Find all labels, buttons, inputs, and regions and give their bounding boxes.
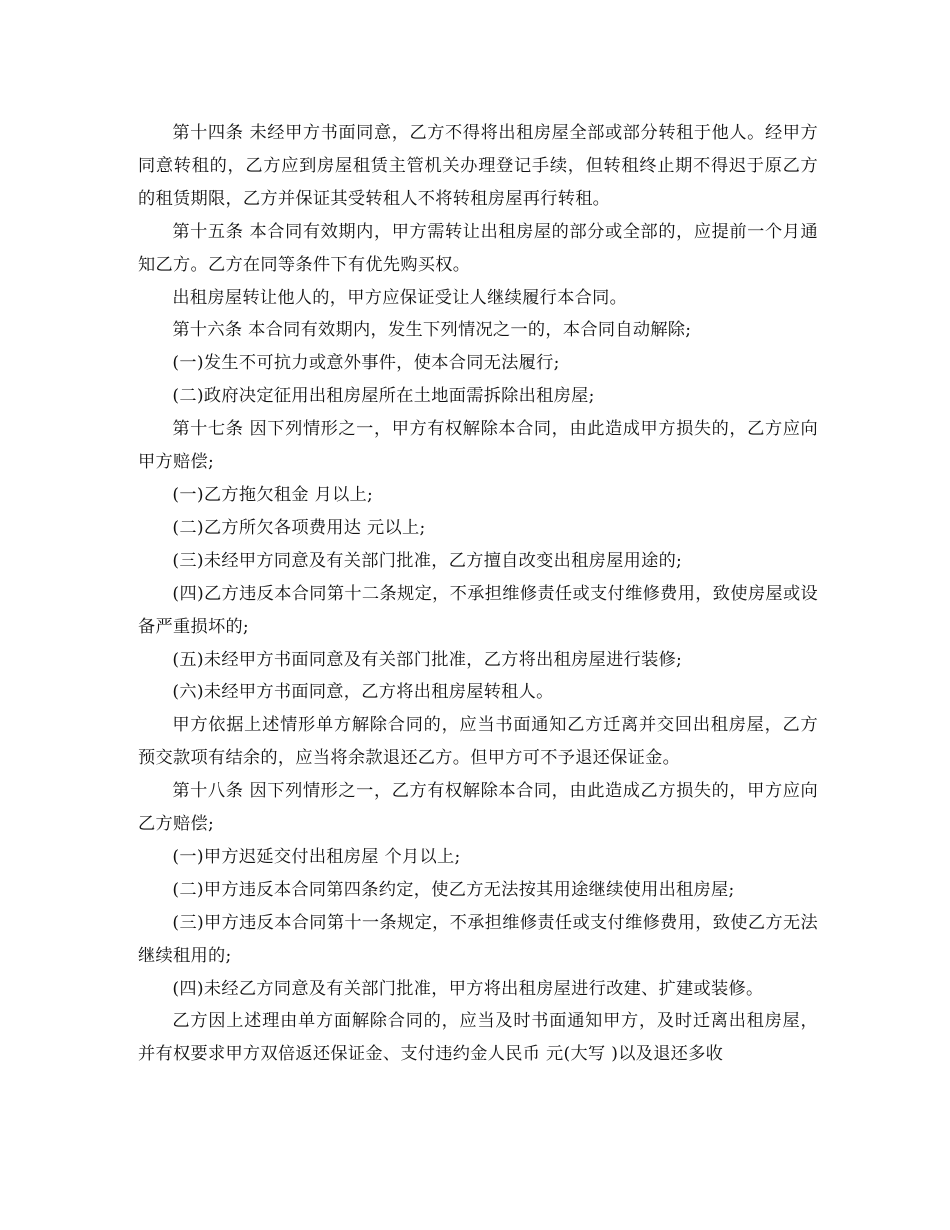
transfer-note-paragraph: 出租房屋转让他人的，甲方应保证受让人继续履行本合同。: [172, 287, 628, 308]
clause-16-item-1: (一)发生不可抗力或意外事件，使本合同无法履行;: [172, 353, 560, 374]
clause-18-termination-paragraph: 乙方因上述理由单方面解除合同的，应当及时书面通知甲方，及时迁离出租房屋，并有权要求甲方双倍返还保证金、支付违约金人民币 元(大写 )以及退还多收: [138, 1011, 818, 1065]
clause-17-termination-paragraph: 甲方依据上述情形单方解除合同的，应当书面通知乙方迁离并交回出租房屋，乙方预交款项有结余的，应当将余款退还乙方。但甲方可不予退还保证金。: [138, 715, 818, 769]
clause-18-item-2: (二)甲方违反本合同第四条约定，使乙方无法按其用途继续使用出租房屋;: [172, 879, 735, 900]
clause-17-item-2: (二)乙方所欠各项费用达 元以上;: [172, 517, 426, 538]
clause-18-item-1: (一)甲方迟延交付出租房屋 个月以上;: [172, 846, 461, 867]
clause-17-item-1: (一)乙方拖欠租金 月以上;: [172, 484, 374, 505]
clause-16-paragraph: 第十六条 本合同有效期内，发生下列情况之一的，本合同自动解除;: [172, 320, 692, 341]
clause-17-item-4: (四)乙方违反本合同第十二条规定，不承担维修责任或支付维修费用，致使房屋或设备严重损坏的;: [138, 583, 818, 637]
clause-18-item-4: (四)未经乙方同意及有关部门批准，甲方将出租房屋进行改建、扩建或装修。: [172, 978, 764, 999]
clause-15-paragraph: 第十五条 本合同有效期内，甲方需转让出租房屋的部分或全部的，应提前一个月通知乙方。乙方在同等条件下有优先购买权。: [138, 221, 818, 275]
clause-17-item-3: (三)未经甲方同意及有关部门批准，乙方擅自改变出租房屋用途的;: [172, 550, 683, 571]
document-page: [138, 117, 818, 1071]
clause-18-item-3: (三)甲方违反本合同第十一条规定，不承担维修责任或支付维修费用，致使乙方无法继续租用的;: [138, 912, 818, 966]
clause-16-item-2: (二)政府决定征用出租房屋所在土地面需拆除出租房屋;: [172, 386, 595, 407]
clause-17-paragraph: 第十七条 因下列情形之一，甲方有权解除本合同，由此造成甲方损失的，乙方应向甲方赔偿;: [138, 419, 818, 473]
clause-14-paragraph: 第十四条 未经甲方书面同意，乙方不得将出租房屋全部或部分转租于他人。经甲方同意转租的，乙方应到房屋租赁主管机关办理登记手续，但转租终止期不得迟于原乙方的租赁期限，乙方并保证其受转租人不将转租房屋再行转租。: [138, 123, 818, 209]
clause-18-paragraph: 第十八条 因下列情形之一，乙方有权解除本合同，由此造成乙方损失的，甲方应向乙方赔偿;: [138, 781, 818, 835]
clause-17-item-6: (六)未经甲方书面同意，乙方将出租房屋转租人。: [172, 682, 554, 703]
clause-17-item-5: (五)未经甲方书面同意及有关部门批准，乙方将出租房屋进行装修;: [172, 649, 683, 670]
